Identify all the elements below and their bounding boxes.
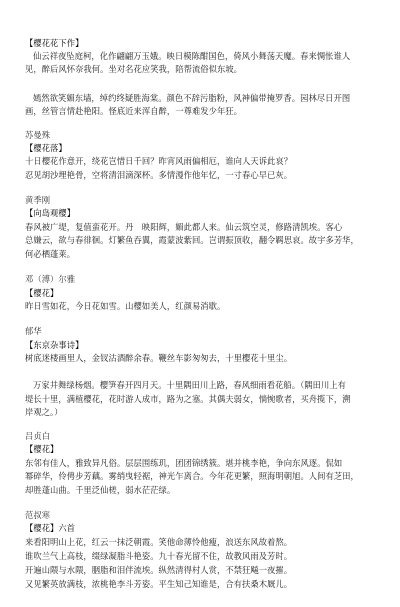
poem-line: 仙云祥夜坠庭柯，化作翩翩万玉娥。映日模陈酣国色，倚风小舞荡天魔。春来惆怅谁人 — [33, 51, 351, 61]
poem-heading: 【樱花落】 — [25, 143, 67, 153]
poem-line: 见，醉后风怀奈我何。坐对名花应笑我，陪帮流俗似东坡。 — [25, 64, 243, 74]
poem-line: 来看阳明山上花，红云一抹泛朝霞。笑他命薄怜他瘦，浪送东风故着熬。 — [25, 537, 293, 547]
poem-author: 苏曼殊 — [25, 130, 51, 140]
poem-line: 开遍山隈与水隈，胭脂和泪伴流埃。纵然清得村人赏，不禁狂飚一夜摧。 — [25, 565, 293, 575]
poem-heading: 【樱花花下作】 — [25, 38, 84, 48]
poem-line: 岸观之。） — [25, 407, 63, 417]
poem-heading: 【樱花】六首 — [25, 523, 76, 533]
poem-line: 东邻有佳人，雅致异凡俗。层层围练玑，团团锦绣簇。堪并桃李艳，争向东风逐。侃如 — [25, 458, 343, 468]
poem-line: 昨日雪如花，今日花如雪。山樱如美人，红颜易消歇。 — [25, 301, 226, 311]
poem-line: 嫣然欲笑媚东墙，绰约终疑胜海棠。颜色不辞污脂粉，风神偏带掩罗香。园林尽日开图 — [33, 93, 351, 103]
poem-author: 吕贞白 — [25, 431, 51, 441]
poem-author: 范叔寒 — [25, 510, 51, 520]
poem-line: 忍见胡沙埋艳骨，空将清泪滴深杯。多情漫作他年忆，一寸春心早已灰。 — [25, 170, 293, 180]
poem-line: 幂碎华，伶俜步芳藕。雾绡曳轻裾，神光乍离合。今年花更繁，照海明朝旭。人间有芝田， — [25, 471, 359, 481]
poem-heading: 【樱花】 — [25, 444, 59, 454]
poem-line: 树底迷楼画里人，金钗沽酒醉余春。鞭丝车影匆匆去，十里樱花十里尘。 — [25, 353, 293, 363]
poem-heading: 【樱花】 — [25, 288, 59, 298]
poem-author: 郁华 — [25, 326, 42, 336]
poem-author: 黄季刚 — [25, 195, 51, 205]
poem-line: 又见繁英放满枝，浓桃艳李斗芳姿。平生知己知谁是，合有扶桑木厩儿。 — [25, 579, 293, 589]
poem-heading: 【东京杂事诗】 — [25, 340, 84, 350]
poem-heading: 【向岛观樱】 — [25, 208, 76, 218]
poem-author: 邓（溥）尔雅 — [25, 274, 76, 284]
poem-line: 堤长十里，满植樱花，花时游人成市，路为之塞。其偶夫弱女，惝惋歌者，买舟揽下，溯 — [25, 394, 351, 404]
poem-line: 十日樱花作意开，绕花岂惜日千回？昨宵风雨偏相厄，谁向人天诉此哀？ — [25, 156, 293, 166]
poem-line: 却胜蓬山曲。千里泛仙槎，弱水茫茫绿。 — [25, 485, 176, 495]
poem-line: 画，丝管言情赴艳阳。怪底近来浑自醉，一尊难发少年狂。 — [25, 106, 243, 116]
poem-line: 春风被广堤，复值蛮花开。丹 映阳辉，媚此都人来。仙云筑空灵，修路清凯埃。客心 — [25, 222, 343, 232]
poem-line: 何必栖蓬莱。 — [25, 249, 76, 259]
poem-line: 谁吹兰气上高枝，缀绿凝脂斗艳姿。九十春光留不住，故教风雨及芳时。 — [25, 551, 293, 561]
poem-line: 总嫌云，欲与春徘徊。灯繁鱼吞翼，霞蒙波紫回。岂谓振顶收，翻令羁思哀。故宇多芳华， — [25, 235, 359, 245]
poem-line: 万家井舞绿杨烟。樱笋春开四月天。十里隅田川上路，春风细雨看花船。（隅田川上有 — [33, 380, 347, 390]
